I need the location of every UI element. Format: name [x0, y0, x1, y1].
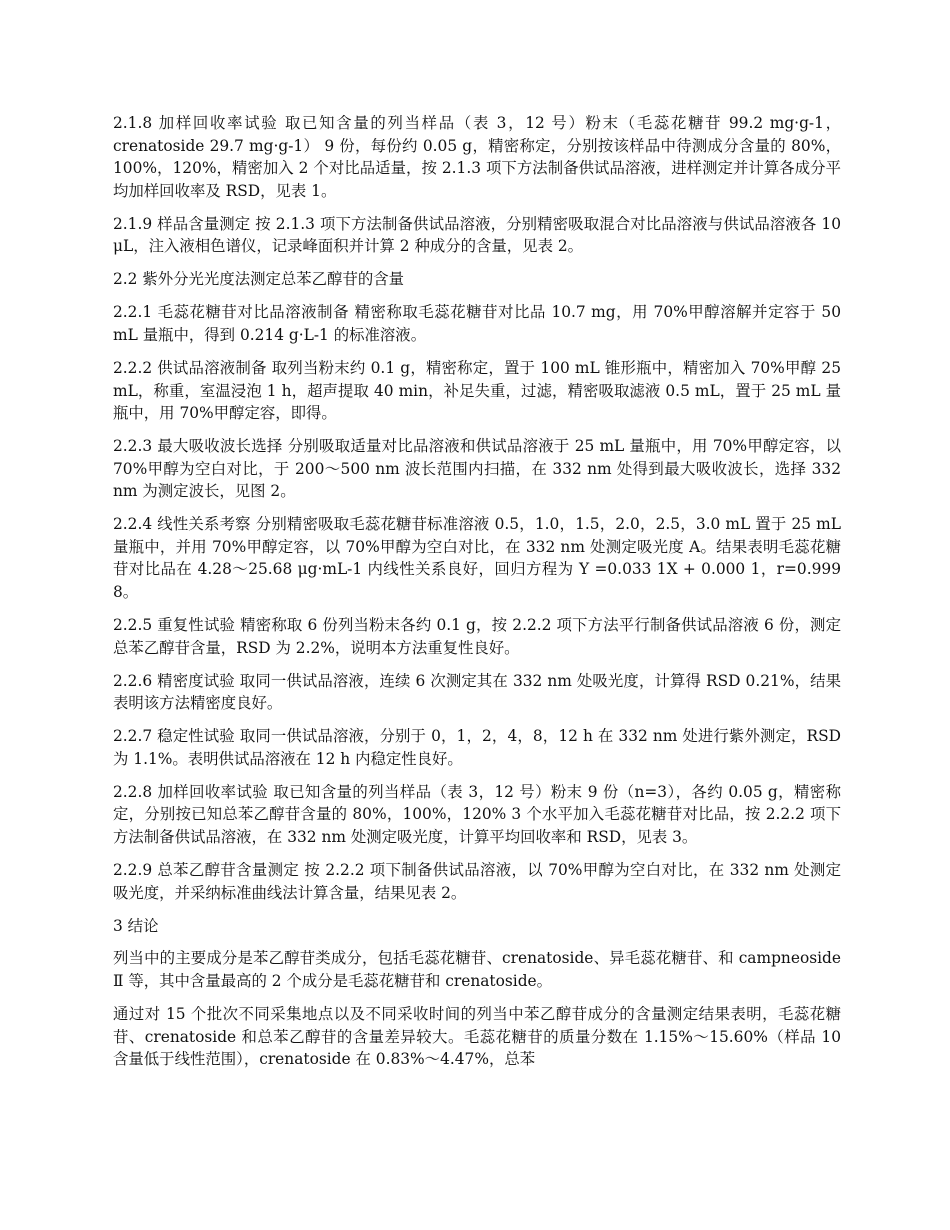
paragraph-2-1-9: 2.1.9 样品含量测定 按 2.1.3 项下方法制备供试品溶液，分别精密吸取混合对比品溶液与供试品溶液各 10 μL，注入液相色谱仪，记录峰面积并计算 2 种成分的含量，见表 2。 [113, 214, 841, 256]
section-heading-3: 3 结论 [113, 916, 159, 935]
paragraph-2-1-8: 2.1.8 加样回收率试验 取已知含量的列当样品（表 3，12 号）粉末（毛蕊花糖苷 99.2 mg·g-1，crenatoside 29.7 mg·g-1） 9 份，每份约 0.05 g，精密称定，分别按该样品中待测成分含量的 80%，100%，120%，精密加入 2 个对比品适量，按 2.1.3 项下方法制备供试品溶液，进样测定并计算各成分平均加样回收率及 RSD，见表 1。 [113, 114, 841, 200]
paragraph-2-2-4: 2.2.4 线性关系考察 分别精密吸取毛蕊花糖苷标准溶液 0.5，1.0，1.5，2.0，2.5，3.0 mL 置于 25 mL 量瓶中，并用 70%甲醇定容，以 70%甲醇为空白对比，在 332 nm 处测定吸光度 A。结果表明毛蕊花糖苷对比品在 4.28～25.68 μg·mL-1 内线性关系良好，回归方程为 Y =0.033 1X + 0.000 1，r=0.999 8。 [113, 515, 841, 602]
paragraph-2-2-2: 2.2.2 供试品溶液制备 取列当粉末约 0.1 g，精密称定，置于 100 mL 锥形瓶中，精密加入 70%甲醇 25 mL，称重，室温浸泡 1 h，超声提取 40 min，补足失重，过滤，精密吸取滤液 0.5 mL，置于 25 mL 量瓶中，用 70%甲醇定容，即得。 [113, 358, 841, 423]
paragraph-2-2-6: 2.2.6 精密度试验 取同一供试品溶液，连续 6 次测定其在 332 nm 处吸光度，计算得 RSD 0.21%，结果表明该方法精密度良好。 [113, 671, 841, 713]
paragraph-2-2-8: 2.2.8 加样回收率试验 取已知含量的列当样品（表 3，12 号）粉末 9 份（n=3），各约 0.05 g，精密称定，分别按已知总苯乙醇苷含量的 80%，100%，120% 3 个水平加入毛蕊花糖苷对比品，按 2.2.2 项下方法制备供试品溶液，在 332 nm 处测定吸光度，计算平均回收率和 RSD，见表 3。 [113, 782, 841, 846]
document-page [113, 112, 841, 1081]
section-heading-2-2: 2.2 紫外分光光度法测定总苯乙醇苷的含量 [113, 270, 405, 289]
conclusion-paragraph-2: 通过对 15 个批次不同采集地点以及不同采收时间的列当中苯乙醇苷成分的含量测定结果表明，毛蕊花糖苷、crenatoside 和总苯乙醇苷的含量差异较大。毛蕊花糖苷的质量分数在 1.15%～15.60%（样品 10 含量低于线性范围），crenatoside 在 0.83%～4.47%，总苯 [113, 1005, 841, 1069]
paragraph-2-2-1: 2.2.1 毛蕊花糖苷对比品溶液制备 精密称取毛蕊花糖苷对比品 10.7 mg，用 70%甲醇溶解并定容于 50 mL 量瓶中，得到 0.214 g·L-1 的标准溶液。 [113, 303, 841, 344]
conclusion-paragraph-1: 列当中的主要成分是苯乙醇苷类成分，包括毛蕊花糖苷、crenatoside、异毛蕊花糖苷、和 campneoside Ⅱ 等，其中含量最高的 2 个成分是毛蕊花糖苷和 crenatoside。 [113, 949, 841, 991]
paragraph-2-2-7: 2.2.7 稳定性试验 取同一供试品溶液，分别于 0，1，2，4，8，12 h 在 332 nm 处进行紫外测定，RSD 为 1.1%。表明供试品溶液在 12 h 内稳定性良好。 [113, 727, 841, 768]
paragraph-2-2-5: 2.2.5 重复性试验 精密称取 6 份列当粉末各约 0.1 g，按 2.2.2 项下方法平行制备供试品溶液 6 份，测定总苯乙醇苷含量，RSD 为 2.2%，说明本方法重复性良好。 [113, 616, 841, 657]
paragraph-2-2-9: 2.2.9 总苯乙醇苷含量测定 按 2.2.2 项下制备供试品溶液，以 70%甲醇为空白对比，在 332 nm 处测定吸光度，并采纳标准曲线法计算含量，结果见表 2。 [113, 860, 841, 902]
paragraph-2-2-3: 2.2.3 最大吸收波长选择 分别吸取适量对比品溶液和供试品溶液于 25 mL 量瓶中，用 70%甲醇定容，以 70%甲醇为空白对比，于 200～500 nm 波长范围内扫描，在 332 nm 处得到最大吸收波长，选择 332 nm 为测定波长，见图 2。 [113, 437, 841, 501]
